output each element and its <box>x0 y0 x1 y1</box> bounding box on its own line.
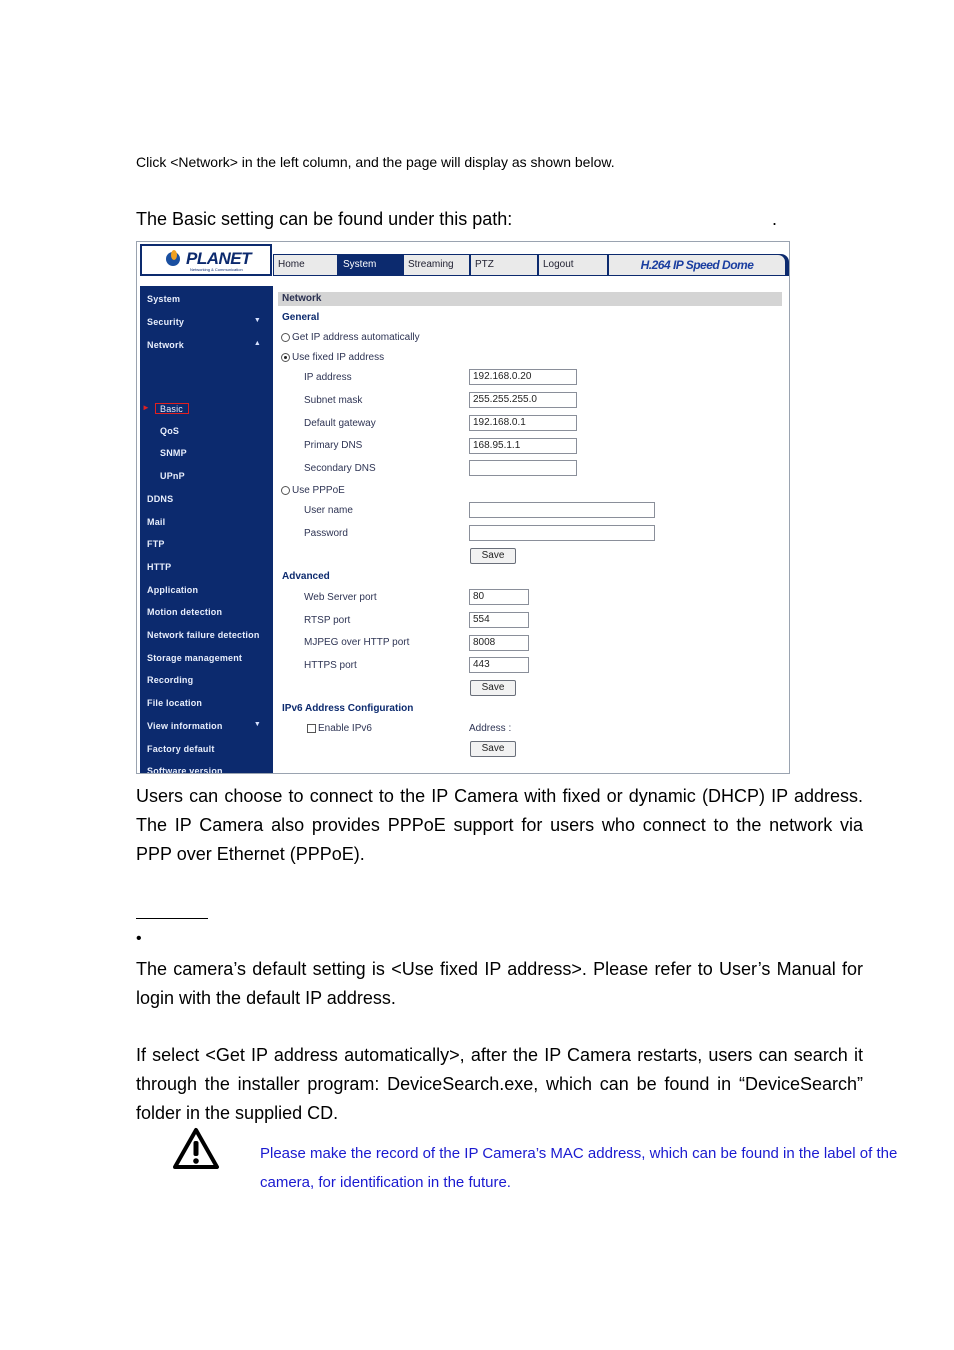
sidebar <box>140 286 273 774</box>
web-server-port-input[interactable]: 80 <box>469 589 529 605</box>
label-default-gateway: Default gateway <box>304 418 376 429</box>
sidebar-item-label: Network <box>147 340 184 350</box>
sidebar-item-label: View information <box>147 721 223 731</box>
sidebar-item-network[interactable] <box>147 340 267 350</box>
tab-streaming[interactable]: Streaming <box>404 255 469 275</box>
secondary-dns-input[interactable] <box>469 460 577 476</box>
sidebar-item-factory-default[interactable]: Factory default <box>147 744 215 754</box>
product-brand: H.264 IP Speed Dome <box>609 255 785 275</box>
sidebar-item-ftp[interactable]: FTP <box>147 539 165 549</box>
mjpeg-http-port-input[interactable]: 8008 <box>469 635 529 651</box>
note-divider <box>136 918 208 919</box>
radio-use-pppoe[interactable] <box>281 486 290 495</box>
password-input[interactable] <box>469 525 655 541</box>
label-password: Password <box>304 528 348 539</box>
logo-tagline: Networking & Communication <box>190 267 243 272</box>
network-settings-panel <box>278 292 783 772</box>
sidebar-item-software-version[interactable]: Software version <box>147 766 223 774</box>
panel-header: Network <box>278 292 782 306</box>
label-primary-dns: Primary DNS <box>304 440 363 451</box>
path-period: . <box>772 209 778 229</box>
section-general: General <box>282 312 320 323</box>
radio-use-fixed-ip[interactable] <box>281 353 290 362</box>
general-save-button[interactable]: Save <box>470 548 516 564</box>
paragraph-get-ip-auto: If select <Get IP address automatically>, after the IP Camera restarts, users can search it through the installer program: DeviceSearch.exe, which can be found in “DeviceSearch” folder in the supplied CD. <box>136 1045 863 1123</box>
section-advanced: Advanced <box>282 571 330 582</box>
sidebar-item-snmp[interactable]: SNMP <box>160 448 187 458</box>
label-web-server-port: Web Server port <box>304 592 377 603</box>
label-get-ip-auto: Get IP address automatically <box>292 332 420 343</box>
sidebar-item-file-location[interactable]: File location <box>147 698 203 708</box>
paragraph-default-setting: The camera’s default setting is <Use fixed IP address>. Please refer to User’s Manual for login with the default IP address. <box>136 959 863 1008</box>
sidebar-item-qos[interactable]: QoS <box>160 426 180 436</box>
sidebar-item-view-information[interactable] <box>147 721 267 731</box>
sidebar-item-basic[interactable]: Basic <box>160 404 184 414</box>
advanced-save-button[interactable]: Save <box>470 680 516 696</box>
sidebar-item-recording[interactable]: Recording <box>147 675 194 685</box>
chevron-down-icon: ▼ <box>253 721 261 728</box>
primary-dns-input[interactable]: 168.95.1.1 <box>469 438 577 454</box>
sidebar-item-network-failure-detection[interactable]: Network failure detection <box>147 630 260 640</box>
enable-ipv6-checkbox[interactable] <box>307 724 316 733</box>
subnet-mask-input[interactable]: 255.255.255.0 <box>469 392 577 408</box>
label-use-pppoe: Use PPPoE <box>292 485 345 496</box>
label-enable-ipv6: Enable IPv6 <box>318 723 372 734</box>
user-name-input[interactable] <box>469 502 655 518</box>
label-ip-address: IP address <box>304 372 352 383</box>
https-port-input[interactable]: 443 <box>469 657 529 673</box>
intro-text: Click <Network> in the left column, and the page will display as shown below. <box>136 154 615 170</box>
top-navigation <box>273 254 789 276</box>
planet-logo-icon <box>166 252 180 266</box>
chevron-down-icon: ▼ <box>253 317 261 324</box>
label-use-fixed-ip: Use fixed IP address <box>292 352 385 363</box>
radio-get-ip-auto[interactable] <box>281 333 290 342</box>
paragraph-connection: Users can choose to connect to the IP Camera with fixed or dynamic (DHCP) IP address. The IP Camera also provides PPPoE support for users who connect to the network via PPP over Ethernet (PPPoE). <box>136 786 863 864</box>
label-user-name: User name <box>304 505 353 516</box>
rtsp-port-input[interactable]: 554 <box>469 612 529 628</box>
label-rtsp-port: RTSP port <box>304 615 351 626</box>
sidebar-item-http[interactable]: HTTP <box>147 562 172 572</box>
logo-name: PLANET <box>186 249 251 268</box>
sidebar-item-ddns[interactable]: DDNS <box>147 494 174 504</box>
tab-logout[interactable]: Logout <box>539 255 607 275</box>
section-ipv6: IPv6 Address Configuration <box>282 703 414 714</box>
sidebar-item-motion-detection[interactable]: Motion detection <box>147 607 223 617</box>
path-text: The Basic setting can be found under this path: <box>136 209 513 229</box>
sidebar-item-upnp[interactable]: UPnP <box>160 471 185 481</box>
sidebar-item-security[interactable] <box>147 317 267 327</box>
sidebar-item-system[interactable]: System <box>147 294 181 304</box>
default-gateway-input[interactable]: 192.168.0.1 <box>469 415 577 431</box>
tab-ptz[interactable]: PTZ <box>471 255 537 275</box>
pointer-arrow-icon: ► <box>142 403 150 412</box>
sidebar-item-application[interactable]: Application <box>147 585 199 595</box>
warning-note: Please make the record of the IP Camera’s MAC address, which can be found in the label of the camera, for identification in the future. <box>260 1145 898 1191</box>
bullet-icon: • <box>136 930 142 947</box>
label-https-port: HTTPS port <box>304 660 357 671</box>
ipv6-save-button[interactable]: Save <box>470 741 516 757</box>
label-subnet-mask: Subnet mask <box>304 395 363 406</box>
planet-logo <box>140 244 272 276</box>
label-secondary-dns: Secondary DNS <box>304 463 376 474</box>
chevron-up-icon: ▲ <box>253 340 261 347</box>
label-ipv6-address: Address : <box>469 723 512 734</box>
sidebar-item-storage-management[interactable]: Storage management <box>147 653 243 663</box>
network-settings-screenshot <box>136 241 790 774</box>
tab-system[interactable]: System <box>339 255 402 275</box>
sidebar-item-label: Security <box>147 317 185 327</box>
label-mjpeg-http-port: MJPEG over HTTP port <box>304 637 410 648</box>
warning-icon <box>172 1127 220 1171</box>
tab-home[interactable]: Home <box>274 255 337 275</box>
ip-address-input[interactable]: 192.168.0.20 <box>469 369 577 385</box>
sidebar-item-mail[interactable]: Mail <box>147 517 166 527</box>
